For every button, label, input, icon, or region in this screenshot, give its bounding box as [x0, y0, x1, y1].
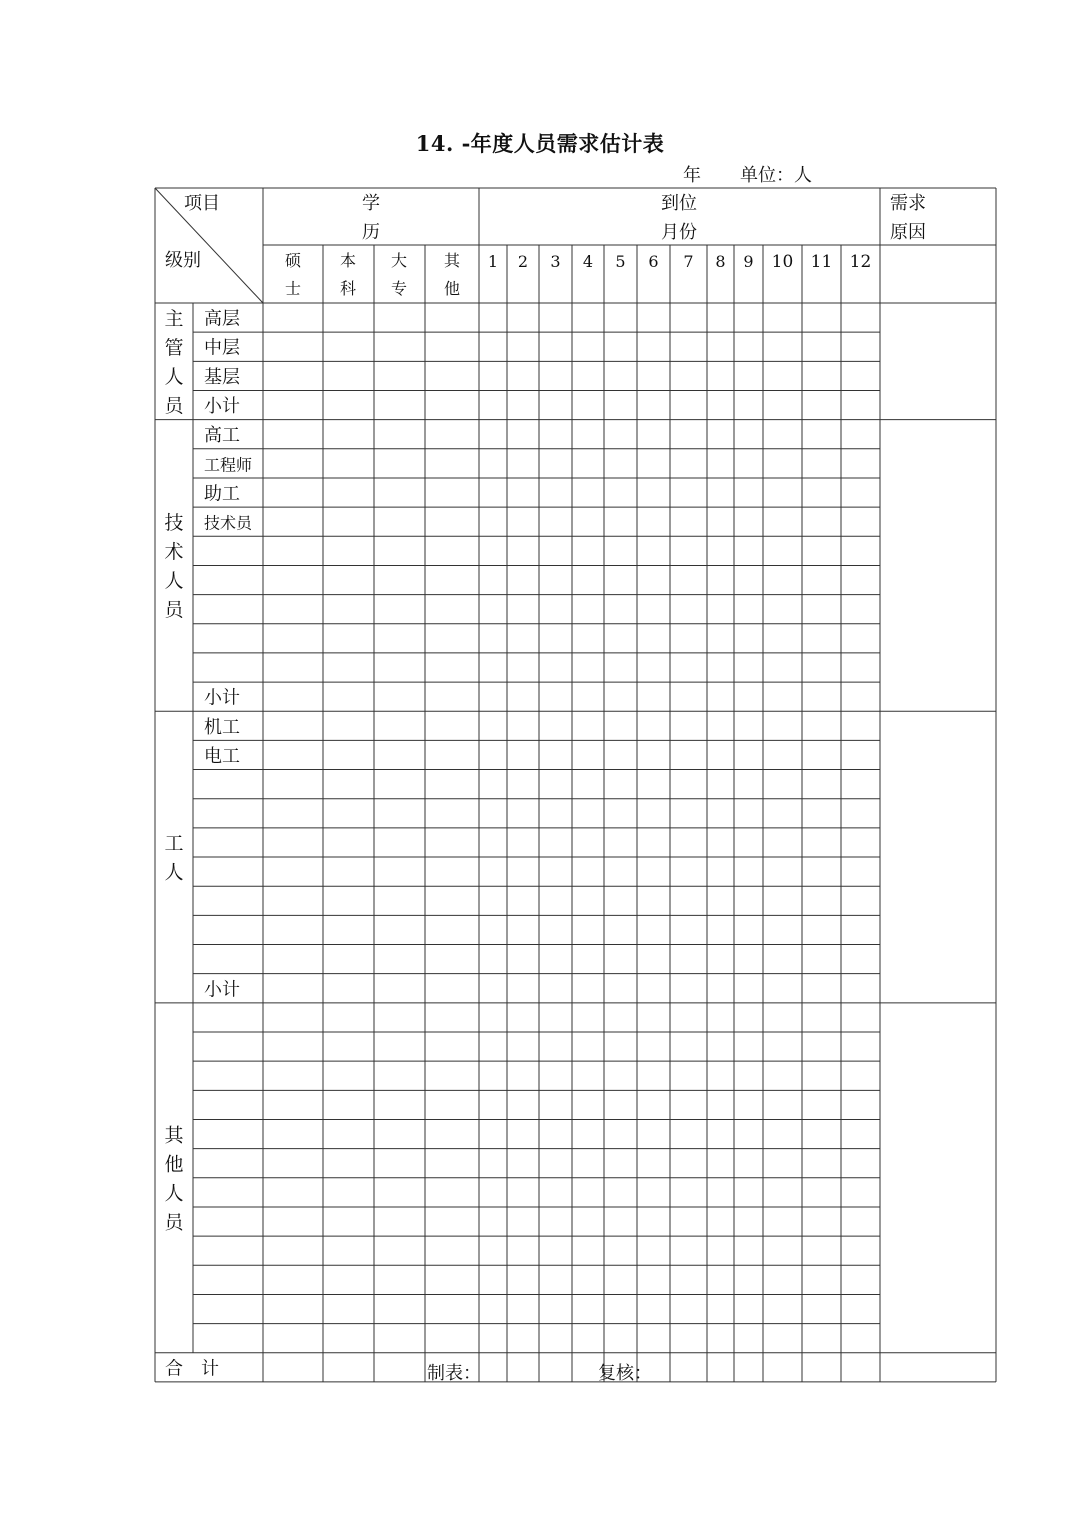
section-name-char: 工	[164, 832, 184, 855]
row-label: 机工	[204, 716, 240, 738]
row-label: 电工	[204, 745, 240, 767]
education-col-label: 士	[284, 279, 302, 298]
arrival-group-label: 月份	[661, 222, 697, 243]
education-col-label: 本	[339, 251, 357, 270]
row-label: 中层	[204, 337, 240, 359]
education-col-label: 大	[390, 251, 408, 270]
section-name-char: 术	[164, 540, 184, 563]
corner-bottom-label: 级别	[165, 250, 201, 271]
month-label: 12	[849, 252, 872, 272]
education-col-label: 硕	[284, 251, 302, 270]
section-name-char: 管	[164, 336, 184, 359]
education-group-label: 学	[362, 193, 380, 214]
year-label: 年	[683, 165, 701, 186]
education-col-label: 专	[390, 279, 408, 298]
row-label: 小计	[204, 396, 240, 418]
month-label: 9	[743, 252, 754, 271]
checker-label: 复核：	[598, 1363, 652, 1384]
row-label: 高工	[204, 425, 240, 447]
month-label: 2	[517, 252, 529, 271]
unit-label: 单位：人	[740, 165, 812, 186]
row-label: 技术员	[204, 513, 253, 533]
month-label: 6	[648, 252, 659, 271]
section-name-char: 员	[164, 598, 184, 621]
row-label: 助工	[204, 483, 240, 505]
month-label: 10	[771, 252, 794, 272]
education-col-label: 其	[443, 251, 461, 270]
total-label: 合 计	[165, 1358, 219, 1380]
section-name-char: 人	[164, 861, 184, 884]
month-label: 8	[715, 252, 726, 271]
section-name-char: 主	[164, 307, 184, 330]
row-label: 工程师	[204, 455, 253, 475]
month-label: 11	[810, 252, 833, 272]
month-label: 3	[550, 252, 561, 271]
section-name-char: 其	[164, 1124, 184, 1147]
section-name-char: 员	[164, 1211, 184, 1234]
maker-label: 制表：	[427, 1363, 481, 1384]
reason-group-label: 原因	[890, 222, 926, 243]
section-name-char: 人	[164, 1182, 184, 1205]
row-label: 小计	[204, 979, 240, 1001]
row-label: 高层	[204, 308, 240, 330]
corner-top-label: 项目	[184, 193, 220, 214]
month-label: 4	[582, 252, 594, 271]
reason-group-label: 需求	[890, 193, 926, 214]
section-name-char: 人	[164, 569, 184, 592]
row-label: 小计	[204, 687, 240, 709]
page-title: 14. -年度人员需求估计表	[415, 131, 665, 156]
section-name-char: 员	[164, 394, 184, 417]
section-name-char: 他	[164, 1153, 184, 1176]
month-label: 5	[615, 252, 626, 271]
month-label: 7	[683, 252, 694, 271]
row-label: 基层	[204, 366, 240, 388]
education-col-label: 科	[339, 279, 357, 298]
section-name-char: 技	[164, 511, 184, 534]
arrival-group-label: 到位	[661, 193, 697, 214]
education-col-label: 他	[443, 279, 461, 298]
month-label: 1	[487, 252, 499, 271]
section-name-char: 人	[164, 365, 184, 388]
education-group-label: 历	[362, 222, 380, 243]
